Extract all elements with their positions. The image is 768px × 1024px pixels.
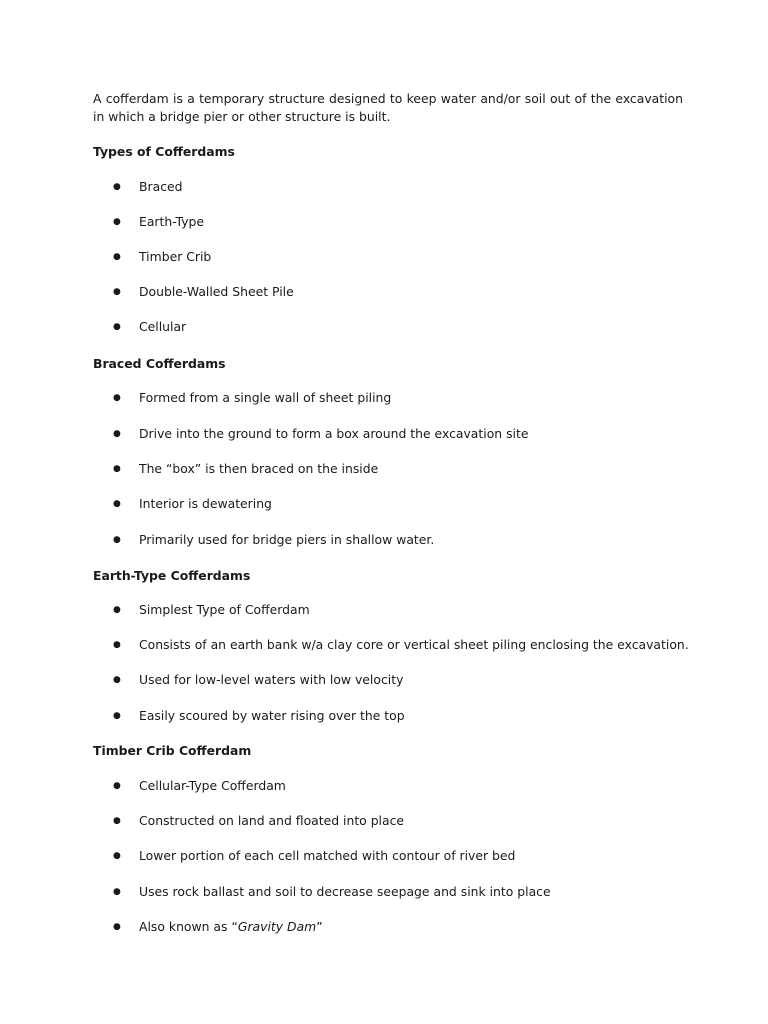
intro-paragraph: A cofferdam is a temporary structure designed to keep water and/or soil out of the excavation in which a bridge pier or other structure is built. xyxy=(93,91,683,124)
list-item xyxy=(0,531,768,549)
list-item-text: Easily scoured by water rising over the top xyxy=(139,708,405,723)
list-item xyxy=(0,777,768,795)
section-heading-types: Types of Cofferdams xyxy=(93,144,235,159)
section-heading-timber-crib: Timber Crib Cofferdam xyxy=(93,743,252,758)
list-item xyxy=(0,918,768,936)
list-item xyxy=(0,318,768,336)
bullet-icon: ● xyxy=(113,711,121,721)
list-item xyxy=(0,847,768,865)
list-item-text: Lower portion of each cell matched with contour of river bed xyxy=(139,848,516,863)
list-item xyxy=(0,812,768,830)
section-heading-braced: Braced Cofferdams xyxy=(93,356,226,371)
list-item xyxy=(0,495,768,513)
list-item xyxy=(0,636,768,654)
list-item-text: Formed from a single wall of sheet piling xyxy=(139,390,392,405)
bullet-icon: ● xyxy=(113,781,121,791)
bullet-icon: ● xyxy=(113,640,121,650)
list-item-text: Simplest Type of Cofferdam xyxy=(139,602,310,617)
section-heading-earth-type: Earth-Type Cofferdams xyxy=(93,568,251,583)
bullet-icon: ● xyxy=(113,393,121,403)
bullet-icon: ● xyxy=(113,182,121,192)
gravity-dam-prefix: Also known as “ xyxy=(139,919,238,934)
bullet-icon: ● xyxy=(113,217,121,227)
list-item xyxy=(0,707,768,725)
list-item-text: Used for low-level waters with low velocity xyxy=(139,672,404,687)
list-item-text: Primarily used for bridge piers in shallow water. xyxy=(139,532,435,547)
bullet-icon: ● xyxy=(113,851,121,861)
gravity-dam-emphasis: Gravity Dam xyxy=(237,919,317,934)
list-item-text: Timber Crib xyxy=(139,249,212,264)
list-item xyxy=(0,213,768,231)
list-item-text: Drive into the ground to form a box around the excavation site xyxy=(139,426,529,441)
list-item-text: Consists of an earth bank w/a clay core or vertical sheet piling enclosing the excavation. xyxy=(139,637,689,652)
bullet-icon: ● xyxy=(113,816,121,826)
list-item-text: Double-Walled Sheet Pile xyxy=(139,284,294,299)
list-item-text: Cellular xyxy=(139,319,187,334)
list-item-text: Braced xyxy=(139,179,183,194)
bullet-icon: ● xyxy=(113,287,121,297)
bullet-icon: ● xyxy=(113,887,121,897)
gravity-dam-suffix: ” xyxy=(316,919,323,934)
bullet-icon: ● xyxy=(113,605,121,615)
bullet-icon: ● xyxy=(113,252,121,262)
list-item-text: Cellular-Type Cofferdam xyxy=(139,778,286,793)
list-item-text: Constructed on land and floated into place xyxy=(139,813,405,828)
list-item xyxy=(0,460,768,478)
list-item xyxy=(0,425,768,443)
list-item-text: Earth-Type xyxy=(139,214,205,229)
bullet-icon: ● xyxy=(113,464,121,474)
bullet-icon: ● xyxy=(113,675,121,685)
list-item xyxy=(0,283,768,301)
list-item-text: The “box” is then braced on the inside xyxy=(139,461,379,476)
list-item-text: Uses rock ballast and soil to decrease seepage and sink into place xyxy=(139,884,551,899)
list-item-text-gravity-dam xyxy=(139,918,323,936)
list-item xyxy=(0,671,768,689)
list-item xyxy=(0,248,768,266)
list-item-text: Interior is dewatering xyxy=(139,496,272,511)
bullet-icon: ● xyxy=(113,322,121,332)
bullet-icon: ● xyxy=(113,429,121,439)
bullet-icon: ● xyxy=(113,535,121,545)
list-item xyxy=(0,883,768,901)
list-item xyxy=(0,389,768,407)
bullet-icon: ● xyxy=(113,499,121,509)
list-item xyxy=(0,601,768,619)
list-item xyxy=(0,178,768,196)
bullet-icon: ● xyxy=(113,922,121,932)
